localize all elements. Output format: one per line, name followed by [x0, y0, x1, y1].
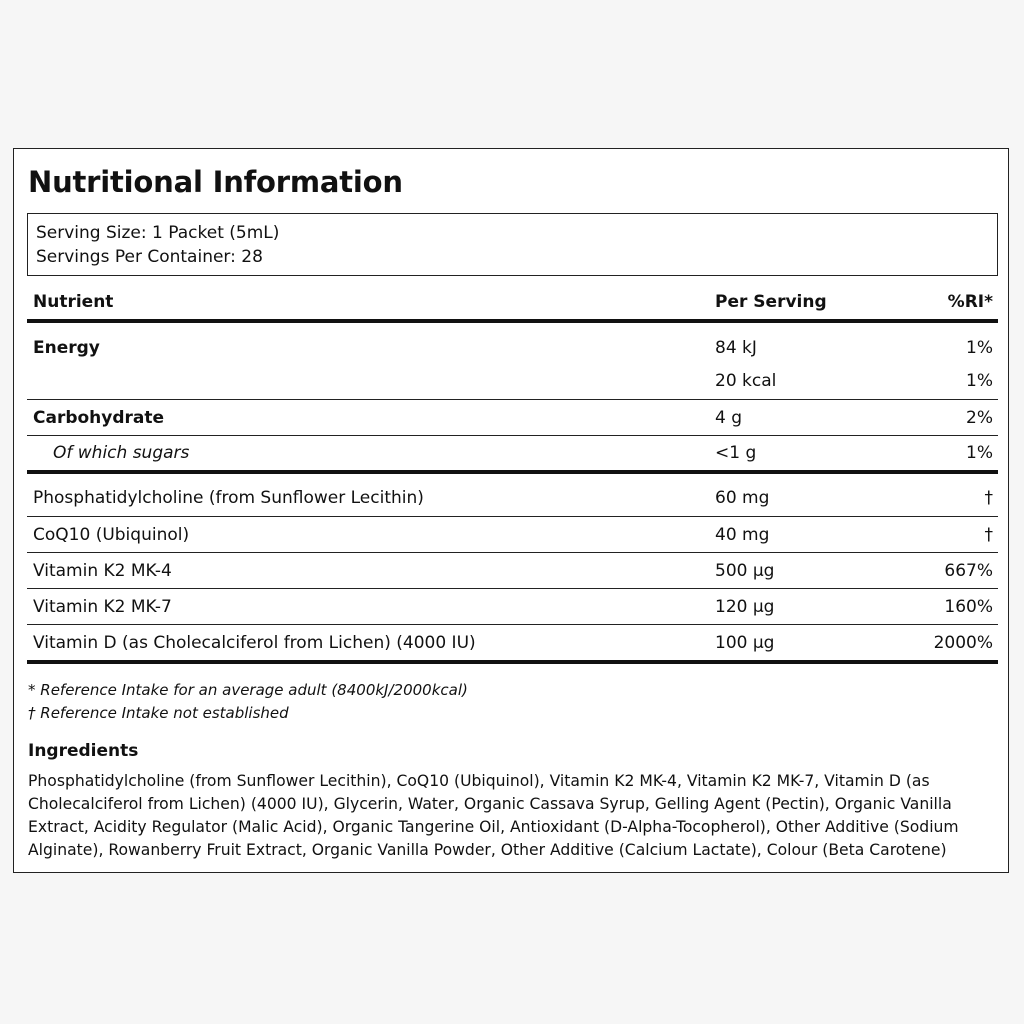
nutrient-per-serving: 84 kJ [715, 338, 757, 358]
nutrient-ri: † [984, 487, 993, 508]
servings-per-container: Servings Per Container: 28 [36, 247, 263, 267]
table-row [27, 323, 998, 362]
page-title: Nutritional Information [28, 165, 403, 199]
nutrient-ri: 1% [966, 370, 993, 391]
header-nutrient: Nutrient [33, 292, 114, 312]
nutrient-per-serving: 40 mg [715, 524, 770, 545]
nutrient-name: CoQ10 (Ubiquinol) [33, 524, 190, 545]
nutrient-per-serving: 20 kcal [715, 370, 777, 391]
nutrient-per-serving: 120 µg [715, 596, 775, 617]
table-row [27, 589, 998, 625]
table-header-row [27, 285, 998, 323]
footnote-dagger: † Reference Intake not established [28, 704, 289, 722]
nutrient-ri: 2% [966, 407, 993, 428]
table-row [27, 553, 998, 589]
nutrient-name: Of which sugars [53, 443, 190, 463]
nutrient-per-serving: 60 mg [715, 487, 770, 508]
nutrient-name: Vitamin K2 MK-7 [33, 596, 172, 617]
nutrient-name: Carbohydrate [33, 407, 165, 428]
header-per-serving: Per Serving [715, 292, 827, 312]
nutrient-per-serving: 100 µg [715, 632, 775, 653]
nutrient-ri: 1% [966, 338, 993, 358]
serving-size: Serving Size: 1 Packet (5mL) [36, 223, 280, 243]
nutrient-per-serving: <1 g [715, 443, 757, 463]
table-row [27, 436, 998, 474]
footnote-ri: * Reference Intake for an average adult (8400kJ/2000kcal) [28, 681, 468, 699]
table-row [27, 625, 998, 664]
nutrition-table [27, 285, 998, 664]
nutrient-per-serving: 4 g [715, 407, 743, 428]
table-row [27, 400, 998, 436]
table-row [27, 517, 998, 553]
table-row [27, 474, 998, 517]
nutrient-ri: 160% [944, 596, 993, 617]
nutrient-ri: 1% [966, 443, 993, 463]
ingredients-heading: Ingredients [28, 741, 139, 761]
ingredients-list: Phosphatidylcholine (from Sunflower Lecithin), CoQ10 (Ubiquinol), Vitamin K2 MK-4, Vitamin K2 MK-7, Vitamin D (as Cholecalciferol from Lichen) (4000 IU), Glycerin, Water, Organic Cassava Syrup, Gelling Agent (Pectin), Organic Vanilla Extract, Acidity Regulator (Malic Acid), Organic Tangerine Oil, Antioxidant (D-Alpha-Tocopherol), Other Additive (Sodium Alginate), Rowanberry Fruit Extract, Organic Vanilla Powder, Other Additive (Calcium Lactate), Colour (Beta Carotene) [28, 772, 959, 859]
header-ri: %RI* [947, 292, 993, 312]
nutrient-name: Phosphatidylcholine (from Sunflower Lecithin) [33, 487, 424, 508]
serving-info-box [27, 213, 998, 276]
nutrient-per-serving: 500 µg [715, 560, 775, 581]
nutrient-name: Energy [33, 338, 100, 358]
nutrient-name: Vitamin D (as Cholecalciferol from Lichen) (4000 IU) [33, 632, 476, 653]
nutrient-name: Vitamin K2 MK-4 [33, 560, 172, 581]
footnotes [28, 679, 468, 725]
table-row [27, 362, 998, 400]
nutrition-panel [13, 148, 1009, 873]
nutrient-ri: † [984, 524, 993, 545]
nutrient-ri: 667% [944, 560, 993, 581]
nutrient-ri: 2000% [933, 632, 993, 653]
